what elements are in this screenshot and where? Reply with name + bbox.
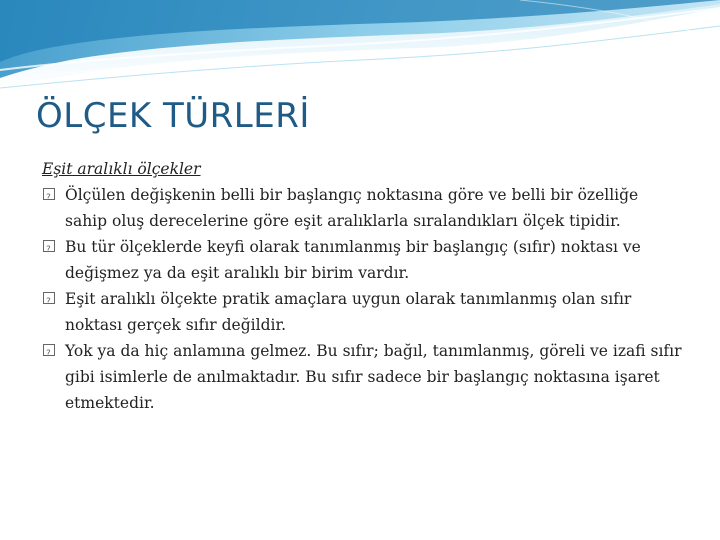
- list-item: [42, 234, 682, 286]
- bullet-text: Yok ya da hiç anlamına gelmez. Bu sıfır; bağıl, tanımlanmış, göreli ve izafi sıfır gibi isimlerle de anılmaktadır. Bu sıfır sadece bir başlangıç noktasına işaret etmektedir.: [65, 342, 682, 412]
- list-item: [42, 182, 682, 234]
- bullet-text: Eşit aralıklı ölçekte pratik amaçlara uygun olarak tanımlanmış olan sıfır noktası gerçek sıfır değildir.: [65, 290, 632, 334]
- missing-glyph-box-icon: [43, 344, 55, 356]
- missing-glyph-box-icon: [43, 240, 55, 252]
- slide-content: [42, 156, 682, 416]
- missing-glyph-box-icon: [43, 188, 55, 200]
- bullet-text: Ölçülen değişkenin belli bir başlangıç noktasına göre ve belli bir özelliğe sahip oluş derecelerine göre eşit aralıklarla sıralandıkları ölçek tipidir.: [65, 186, 639, 230]
- missing-glyph-box-icon: [43, 292, 55, 304]
- list-item: [42, 286, 682, 338]
- list-item: [42, 338, 682, 416]
- subheading: Eşit aralıklı ölçekler: [42, 160, 201, 178]
- bullet-list: [42, 182, 682, 416]
- bullet-text: Bu tür ölçeklerde keyfi olarak tanımlanmış bir başlangıç (sıfır) noktası ve değişmez ya da eşit aralıklı bir birim vardır.: [65, 238, 641, 282]
- slide-title: ÖLÇEK TÜRLERİ: [36, 96, 310, 136]
